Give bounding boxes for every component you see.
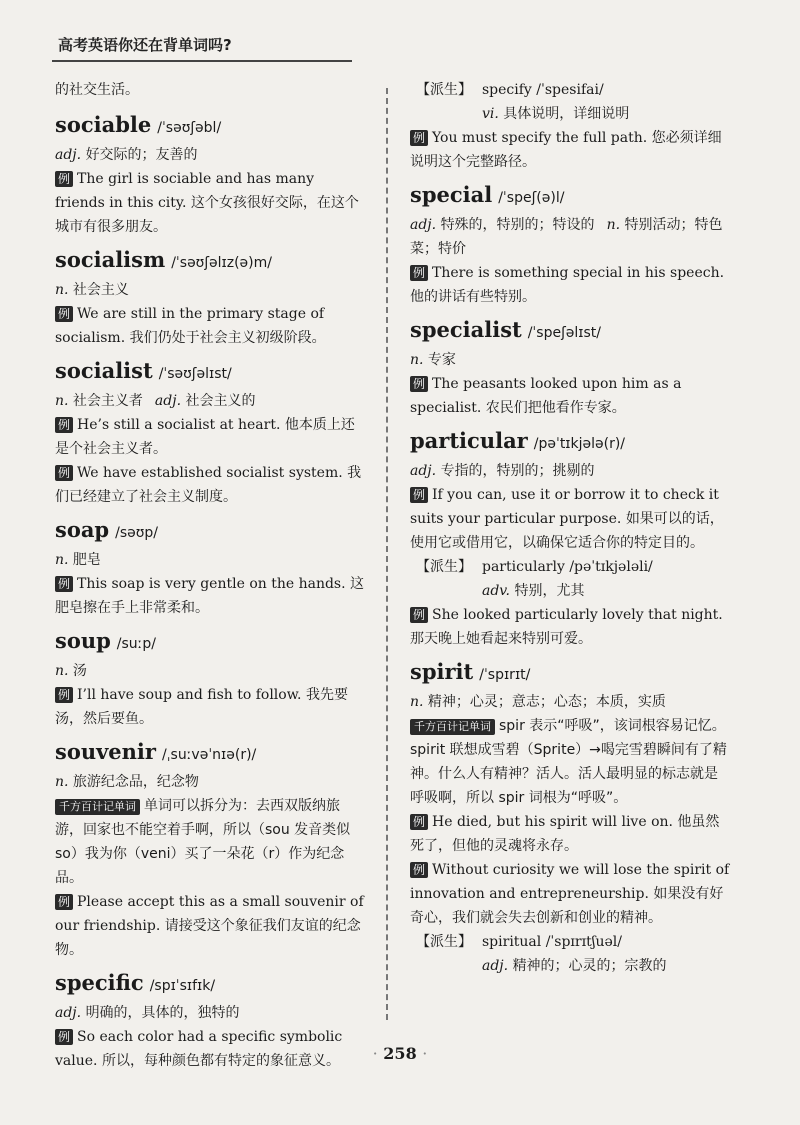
example-en: So each color had a specific symbolic value. xyxy=(55,1029,343,1069)
example-zh: 这肥皂擦在手上非常柔和。 xyxy=(55,576,365,616)
phonetic: /suːp/ xyxy=(116,636,156,652)
example-badge: 例 xyxy=(410,376,428,392)
example-zh: 农民们把他看作专家。 xyxy=(485,400,626,416)
example-zh: 如果没有好奇心，我们就会失去创新和创业的精神。 xyxy=(410,886,724,926)
part-of-speech: n. xyxy=(55,393,69,409)
derivative-word: specify /ˈspesifai/ xyxy=(482,82,604,98)
right-column xyxy=(410,78,730,984)
headword: sociable xyxy=(55,112,152,137)
example xyxy=(410,372,730,420)
derivative xyxy=(416,78,730,126)
column-divider xyxy=(386,88,388,1020)
example xyxy=(55,890,365,962)
example-badge: 例 xyxy=(55,171,73,187)
example xyxy=(55,572,365,620)
memory-tip-text: spir 表示“呼吸”，该词根容易记忆。spirit 联想成雪碧（Sprite）→喝完雪碧瞬间有了精神。什么人有精神？活人。活人最明显的标志就是呼吸啊，所以 spir 词根为“呼吸”。 xyxy=(410,718,727,806)
example-badge: 例 xyxy=(410,814,428,830)
example-zh: 请接受这个象征我们友谊的纪念物。 xyxy=(55,918,361,958)
memory-tip-badge: 千方百计记单词 xyxy=(55,799,140,815)
memory-tip-badge: 千方百计记单词 xyxy=(410,719,495,735)
entry-soap xyxy=(55,515,365,620)
entry-socialist xyxy=(55,356,365,509)
entry-spirit xyxy=(410,657,730,978)
example-en: If you can, use it or borrow it to check it suits your particular purpose. xyxy=(410,487,719,527)
phonetic: /ˈsəʊʃəlɪst/ xyxy=(158,366,232,382)
headword: socialist xyxy=(55,358,153,383)
example-badge: 例 xyxy=(410,265,428,281)
example-badge: 例 xyxy=(410,607,428,623)
definition: 肥皂 xyxy=(72,552,101,568)
part-of-speech: adj. xyxy=(410,217,437,233)
example xyxy=(55,683,365,731)
page-number-ornament-left: · xyxy=(372,1044,378,1063)
part-of-speech: adj. xyxy=(482,958,509,974)
part-of-speech: adj. xyxy=(55,147,82,163)
memory-tip xyxy=(410,714,730,810)
definition: 专指的，特别的；挑剔的 xyxy=(440,463,595,479)
derivative xyxy=(416,930,730,978)
headword: souvenir xyxy=(55,739,156,764)
part-of-speech: adj. xyxy=(55,1005,82,1021)
example xyxy=(410,261,730,309)
example-en: We are still in the primary stage of socialism. xyxy=(55,306,325,346)
definition: 旅游纪念品，纪念物 xyxy=(72,774,199,790)
example xyxy=(55,167,365,239)
book-title: 高考英语你还在背单词吗? xyxy=(58,36,232,54)
headword: special xyxy=(410,182,493,207)
phonetic: /spɪˈsɪfɪk/ xyxy=(149,978,216,994)
header-rule xyxy=(52,60,352,62)
headword: soap xyxy=(55,517,110,542)
example-zh: 他本质上还是个社会主义者。 xyxy=(55,417,355,457)
entry-special xyxy=(410,180,730,309)
part-of-speech: n. xyxy=(410,694,424,710)
definition: 汤 xyxy=(72,663,87,679)
part-of-speech: adj. xyxy=(410,463,437,479)
example xyxy=(410,810,730,858)
derivative-tag: 【派生】 xyxy=(416,82,472,98)
example xyxy=(55,461,365,509)
page-number-value: 258 xyxy=(383,1044,417,1063)
headword: specific xyxy=(55,970,144,995)
phonetic: /pəˈtɪkjələ(r)/ xyxy=(533,436,626,452)
example xyxy=(55,302,365,350)
part-of-speech: n. xyxy=(55,774,69,790)
example-en: There is something special in his speech. xyxy=(432,265,725,281)
example-badge: 例 xyxy=(55,465,73,481)
example-en: Without curiosity we will lose the spirit of innovation and entrepreneurship. xyxy=(410,862,730,902)
example-zh: 我先要汤，然后要鱼。 xyxy=(55,687,348,727)
example-badge: 例 xyxy=(55,576,73,592)
example-en: He’s still a socialist at heart. xyxy=(77,417,281,433)
memory-tip xyxy=(55,794,365,890)
phonetic: /ˈspeʃəlɪst/ xyxy=(527,325,601,341)
definition: 社会主义者 xyxy=(72,393,143,409)
part-of-speech: adj. xyxy=(154,393,182,409)
derivative-tag: 【派生】 xyxy=(416,934,472,950)
example-zh: 这个女孩很好交际，在这个城市有很多朋友。 xyxy=(55,195,359,235)
part-of-speech: vi. xyxy=(482,106,499,122)
phonetic: /ˈsəʊʃəlɪz(ə)m/ xyxy=(171,255,272,271)
headword: socialism xyxy=(55,247,166,272)
example-en: We have established socialist system. xyxy=(77,465,343,481)
definition: 特殊的，特别的；特设的 xyxy=(440,217,595,233)
entry-particular xyxy=(410,426,730,651)
example-zh: 所以，每种颜色都有特定的象征意义。 xyxy=(101,1053,340,1069)
phonetic: /ˈspeʃ(ə)l/ xyxy=(498,190,565,206)
example-en: She looked particularly lovely that night. xyxy=(432,607,723,623)
example xyxy=(55,413,365,461)
example-en: The girl is sociable and has many friends in this city. xyxy=(55,171,315,211)
example-zh: 那天晚上她看起来特别可爱。 xyxy=(410,631,592,647)
example-zh: 您必须详细说明这个完整路径。 xyxy=(410,130,722,170)
example-zh: 我们已经建立了社会主义制度。 xyxy=(55,465,362,505)
example-badge: 例 xyxy=(410,130,428,146)
page-number xyxy=(0,1044,800,1063)
headword: soup xyxy=(55,628,111,653)
derivative-def: 特别，尤其 xyxy=(514,583,585,599)
definition: 社会主义 xyxy=(72,282,129,298)
example xyxy=(410,483,730,555)
phonetic: /ˈspɪrɪt/ xyxy=(479,667,531,683)
example-badge: 例 xyxy=(410,487,428,503)
headword: particular xyxy=(410,428,528,453)
phonetic: /ˌsuːvəˈnɪə(r)/ xyxy=(161,747,257,763)
part-of-speech: n. xyxy=(55,282,69,298)
derivative xyxy=(416,555,730,603)
example xyxy=(410,603,730,651)
example-badge: 例 xyxy=(55,306,73,322)
definition: 精神；心灵；意志；心态；本质，实质 xyxy=(427,694,666,710)
example-en: He died, but his spirit will live on. xyxy=(432,814,673,830)
running-header xyxy=(58,34,232,55)
entry-socialism xyxy=(55,245,365,350)
definition: 明确的，具体的，独特的 xyxy=(85,1005,240,1021)
example-zh: 他的讲话有些特别。 xyxy=(410,289,536,305)
part-of-speech: adv. xyxy=(482,583,511,599)
definition: 好交际的；友善的 xyxy=(85,147,198,163)
example-en: The peasants looked upon him as a specialist. xyxy=(410,376,682,416)
entry-specialist xyxy=(410,315,730,420)
entry-souvenir xyxy=(55,737,365,962)
memory-tip-text: 单词可以拆分为：去西双版纳旅游，回家也不能空着手啊，所以（sou 发音类似 so）我为你（veni）买了一朵花（r）作为纪念品。 xyxy=(55,798,351,886)
example-en: Please accept this as a small souvenir of our friendship. xyxy=(55,894,364,934)
headword: spirit xyxy=(410,659,474,684)
derivative-def: 具体说明，详细说明 xyxy=(503,106,630,122)
continued-text: 的社交生活。 xyxy=(55,82,139,98)
example-badge: 例 xyxy=(55,687,73,703)
example-zh: 他虽然死了，但他的灵魂将永存。 xyxy=(410,814,720,854)
example-badge: 例 xyxy=(55,894,73,910)
example-badge: 例 xyxy=(55,1029,73,1045)
part-of-speech: n. xyxy=(55,552,69,568)
left-column xyxy=(55,78,365,1079)
definition: 社会主义的 xyxy=(185,393,256,409)
derivative-tag: 【派生】 xyxy=(416,559,472,575)
example-badge: 例 xyxy=(55,417,73,433)
example-en: This soap is very gentle on the hands. xyxy=(77,576,346,592)
example-badge: 例 xyxy=(410,862,428,878)
phonetic: /ˈsəʊʃəbl/ xyxy=(157,120,222,136)
part-of-speech: n. xyxy=(410,352,424,368)
entry-sociable xyxy=(55,110,365,239)
derivative-word: spiritual /ˈspɪrɪtʃuəl/ xyxy=(482,934,622,950)
definition: 专家 xyxy=(427,352,456,368)
derivative-word: particularly /pəˈtɪkjələli/ xyxy=(482,559,653,575)
derivative-def: 精神的；心灵的；宗教的 xyxy=(512,958,667,974)
definition: 特别活动；特色菜；特价 xyxy=(410,217,723,257)
part-of-speech: n. xyxy=(55,663,69,679)
part-of-speech: n. xyxy=(606,217,621,233)
phonetic: /səʊp/ xyxy=(115,525,158,541)
example-zh: 我们仍处于社会主义初级阶段。 xyxy=(129,330,326,346)
example-en: You must specify the full path. xyxy=(432,130,648,146)
headword: specialist xyxy=(410,317,522,342)
example xyxy=(410,126,730,174)
example-zh: 如果可以的话，使用它或借用它，以确保它适合你的特定目的。 xyxy=(410,511,724,551)
example-en: I’ll have soup and fish to follow. xyxy=(77,687,302,703)
example xyxy=(410,858,730,930)
page-number-ornament-right: · xyxy=(422,1044,428,1063)
entry-soup xyxy=(55,626,365,731)
